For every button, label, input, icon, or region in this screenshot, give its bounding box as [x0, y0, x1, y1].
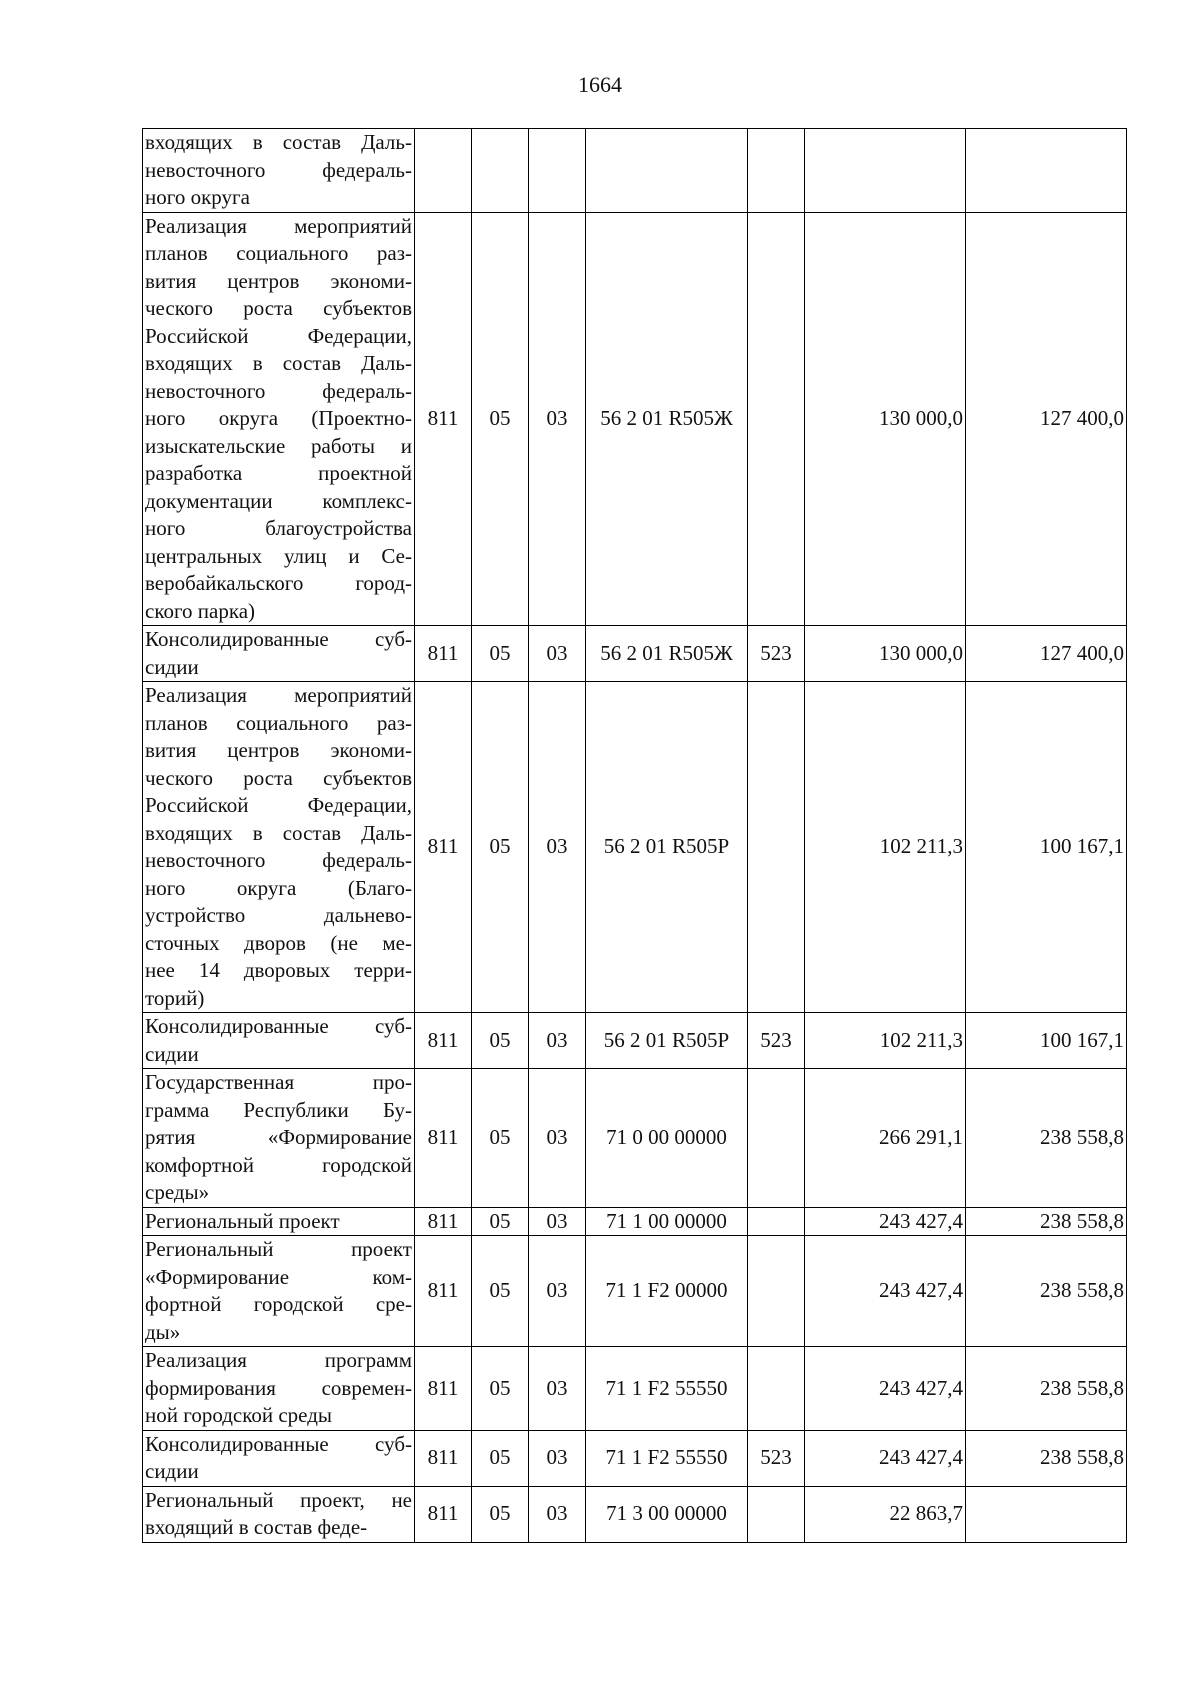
name-line: фортной городской сре-: [145, 1292, 412, 1316]
name-line: невосточного федераль-: [145, 378, 412, 403]
cell-expense-type: 523: [748, 1013, 805, 1069]
name-line: разработка проектной: [145, 461, 412, 485]
name-line: Реализация мероприятий: [145, 213, 412, 238]
cell-target-article: [586, 129, 748, 213]
cell-amount-1: 243 427,4: [805, 1236, 966, 1347]
cell-amount-1: 102 211,3: [805, 682, 966, 1013]
cell-target-article: 71 1 F2 00000: [586, 1236, 748, 1347]
cell-name: [143, 212, 415, 626]
cell-subsection-code: 03: [529, 1069, 586, 1208]
table-row: [143, 682, 1127, 1013]
cell-amount-2: 238 558,8: [966, 1236, 1127, 1347]
cell-expense-type: [748, 1069, 805, 1208]
name-line: формирования современ-: [145, 1375, 412, 1400]
cell-ministry-code: 811: [415, 626, 472, 682]
cell-amount-2: 100 167,1: [966, 682, 1127, 1013]
cell-amount-2: 238 558,8: [966, 1347, 1127, 1431]
name-line: ского парка): [145, 598, 256, 623]
cell-amount-1: 22 863,7: [805, 1486, 966, 1542]
cell-name: [143, 682, 415, 1013]
name-line: сточных дворов (не ме-: [145, 930, 412, 955]
name-line: Консолидированные суб-: [145, 1014, 412, 1038]
name-line: входящих в состав Даль-: [145, 130, 412, 154]
page-number: 1664: [578, 72, 622, 97]
cell-target-article: 71 3 00 00000: [586, 1486, 748, 1542]
table-body: [143, 129, 1127, 1543]
name-line: нее 14 дворовых терри-: [145, 958, 412, 982]
name-line: «Формирование ком-: [145, 1264, 412, 1289]
cell-ministry-code: 811: [415, 1486, 472, 1542]
name-line: вития центров экономи-: [145, 268, 412, 293]
name-line: планов социального раз-: [145, 241, 412, 265]
cell-amount-2: 100 167,1: [966, 1013, 1127, 1069]
cell-section-code: 05: [472, 1486, 529, 1542]
table-row: [143, 129, 1127, 213]
name-line: документации комплекс-: [145, 488, 412, 513]
cell-section-code: 05: [472, 1430, 529, 1486]
cell-amount-1: [805, 129, 966, 213]
name-line: Консолидированные суб-: [145, 627, 412, 651]
cell-amount-1: 102 211,3: [805, 1013, 966, 1069]
name-line: ного округа (Проектно-: [145, 406, 412, 430]
cell-subsection-code: 03: [529, 1013, 586, 1069]
cell-ministry-code: 811: [415, 682, 472, 1013]
cell-section-code: [472, 129, 529, 213]
cell-name: [143, 129, 415, 213]
table-row: [143, 1430, 1127, 1486]
table-row: [143, 626, 1127, 682]
cell-ministry-code: 811: [415, 1013, 472, 1069]
cell-expense-type: [748, 212, 805, 626]
cell-target-article: 71 1 F2 55550: [586, 1347, 748, 1431]
cell-subsection-code: [529, 129, 586, 213]
cell-ministry-code: 811: [415, 1236, 472, 1347]
name-line: сидии: [145, 1459, 199, 1483]
cell-section-code: 05: [472, 1069, 529, 1208]
name-line: ного округа (Благо-: [145, 875, 412, 900]
name-line: сидии: [145, 654, 199, 679]
cell-amount-1: 243 427,4: [805, 1430, 966, 1486]
cell-ministry-code: [415, 129, 472, 213]
name-line: Реализация программ: [145, 1348, 412, 1372]
name-line: Консолидированные суб-: [145, 1431, 412, 1456]
cell-section-code: 05: [472, 1013, 529, 1069]
cell-amount-1: 266 291,1: [805, 1069, 966, 1208]
cell-name: [143, 1347, 415, 1431]
cell-target-article: 56 2 01 R505Ж: [586, 626, 748, 682]
cell-amount-2: 127 400,0: [966, 626, 1127, 682]
cell-subsection-code: 03: [529, 626, 586, 682]
name-line: Российской Федерации,: [145, 793, 412, 817]
table-row: [143, 212, 1127, 626]
cell-target-article: 56 2 01 R505Р: [586, 1013, 748, 1069]
table-row: [143, 1347, 1127, 1431]
cell-section-code: 05: [472, 1236, 529, 1347]
cell-subsection-code: 03: [529, 1347, 586, 1431]
cell-subsection-code: 03: [529, 1207, 586, 1236]
cell-section-code: 05: [472, 1347, 529, 1431]
cell-name: [143, 1069, 415, 1208]
name-line: входящих в состав Даль-: [145, 351, 412, 375]
cell-subsection-code: 03: [529, 1486, 586, 1542]
cell-ministry-code: 811: [415, 1207, 472, 1236]
name-line: ческого роста субъектов: [145, 765, 412, 790]
cell-expense-type: [748, 1207, 805, 1236]
name-line: невосточного федераль-: [145, 157, 412, 182]
cell-expense-type: 523: [748, 1430, 805, 1486]
cell-amount-2: [966, 1486, 1127, 1542]
cell-amount-1: 130 000,0: [805, 626, 966, 682]
cell-ministry-code: 811: [415, 1430, 472, 1486]
cell-subsection-code: 03: [529, 212, 586, 626]
cell-name: [143, 1486, 415, 1542]
name-line: Реализация мероприятий: [145, 683, 412, 707]
cell-name: [143, 1430, 415, 1486]
cell-name: [143, 1236, 415, 1347]
table-row: [143, 1236, 1127, 1347]
name-line: планов социального раз-: [145, 710, 412, 735]
name-line: среды»: [145, 1180, 210, 1204]
name-line: Государственная про-: [145, 1070, 412, 1094]
cell-subsection-code: 03: [529, 682, 586, 1013]
cell-amount-2: 127 400,0: [966, 212, 1127, 626]
cell-section-code: 05: [472, 1207, 529, 1236]
name-line: Региональный проект: [145, 1208, 340, 1233]
cell-amount-2: 238 558,8: [966, 1207, 1127, 1236]
cell-amount-1: 243 427,4: [805, 1347, 966, 1431]
name-line: грамма Республики Бу-: [145, 1097, 412, 1122]
cell-expense-type: [748, 129, 805, 213]
cell-target-article: 56 2 01 R505Р: [586, 682, 748, 1013]
name-line: Региональный проект, не: [145, 1487, 412, 1512]
name-line: веробайкальского город-: [145, 571, 412, 595]
cell-expense-type: [748, 1486, 805, 1542]
cell-amount-2: [966, 129, 1127, 213]
cell-expense-type: [748, 1347, 805, 1431]
cell-expense-type: [748, 1236, 805, 1347]
name-line: комфортной городской: [145, 1152, 412, 1177]
name-line: ной городской среды: [145, 1403, 333, 1427]
budget-table: [142, 128, 1127, 1543]
table-row: [143, 1069, 1127, 1208]
table-row: [143, 1486, 1127, 1542]
cell-amount-2: 238 558,8: [966, 1430, 1127, 1486]
name-line: вития центров экономи-: [145, 738, 412, 762]
name-line: устройство дальнево-: [145, 903, 412, 927]
name-line: ды»: [145, 1319, 181, 1344]
cell-amount-1: 130 000,0: [805, 212, 966, 626]
name-line: невосточного федераль-: [145, 848, 412, 872]
cell-target-article: 56 2 01 R505Ж: [586, 212, 748, 626]
name-line: входящих в состав Даль-: [145, 820, 412, 845]
name-line: торий): [145, 985, 205, 1010]
name-line: Региональный проект: [145, 1237, 412, 1261]
name-line: ного благоустройства: [145, 516, 412, 540]
name-line: ного округа: [145, 185, 250, 209]
cell-ministry-code: 811: [415, 1069, 472, 1208]
name-line: Российской Федерации,: [145, 323, 412, 348]
cell-target-article: 71 1 F2 55550: [586, 1430, 748, 1486]
table-row: [143, 1207, 1127, 1236]
cell-name: [143, 1013, 415, 1069]
cell-target-article: 71 0 00 00000: [586, 1069, 748, 1208]
name-line: центральных улиц и Се-: [145, 543, 412, 568]
name-line: сидии: [145, 1041, 199, 1066]
cell-name: [143, 1207, 415, 1236]
cell-target-article: 71 1 00 00000: [586, 1207, 748, 1236]
cell-subsection-code: 03: [529, 1236, 586, 1347]
cell-ministry-code: 811: [415, 1347, 472, 1431]
table-row: [143, 1013, 1127, 1069]
cell-section-code: 05: [472, 626, 529, 682]
name-line: ческого роста субъектов: [145, 296, 412, 320]
cell-name: [143, 626, 415, 682]
name-line: входящий в состав феде-: [145, 1515, 368, 1539]
cell-subsection-code: 03: [529, 1430, 586, 1486]
cell-amount-1: 243 427,4: [805, 1207, 966, 1236]
name-line: рятия «Формирование: [145, 1125, 412, 1149]
cell-section-code: 05: [472, 212, 529, 626]
cell-expense-type: 523: [748, 626, 805, 682]
cell-section-code: 05: [472, 682, 529, 1013]
name-line: изыскательские работы и: [145, 433, 412, 458]
cell-expense-type: [748, 682, 805, 1013]
cell-ministry-code: 811: [415, 212, 472, 626]
cell-amount-2: 238 558,8: [966, 1069, 1127, 1208]
